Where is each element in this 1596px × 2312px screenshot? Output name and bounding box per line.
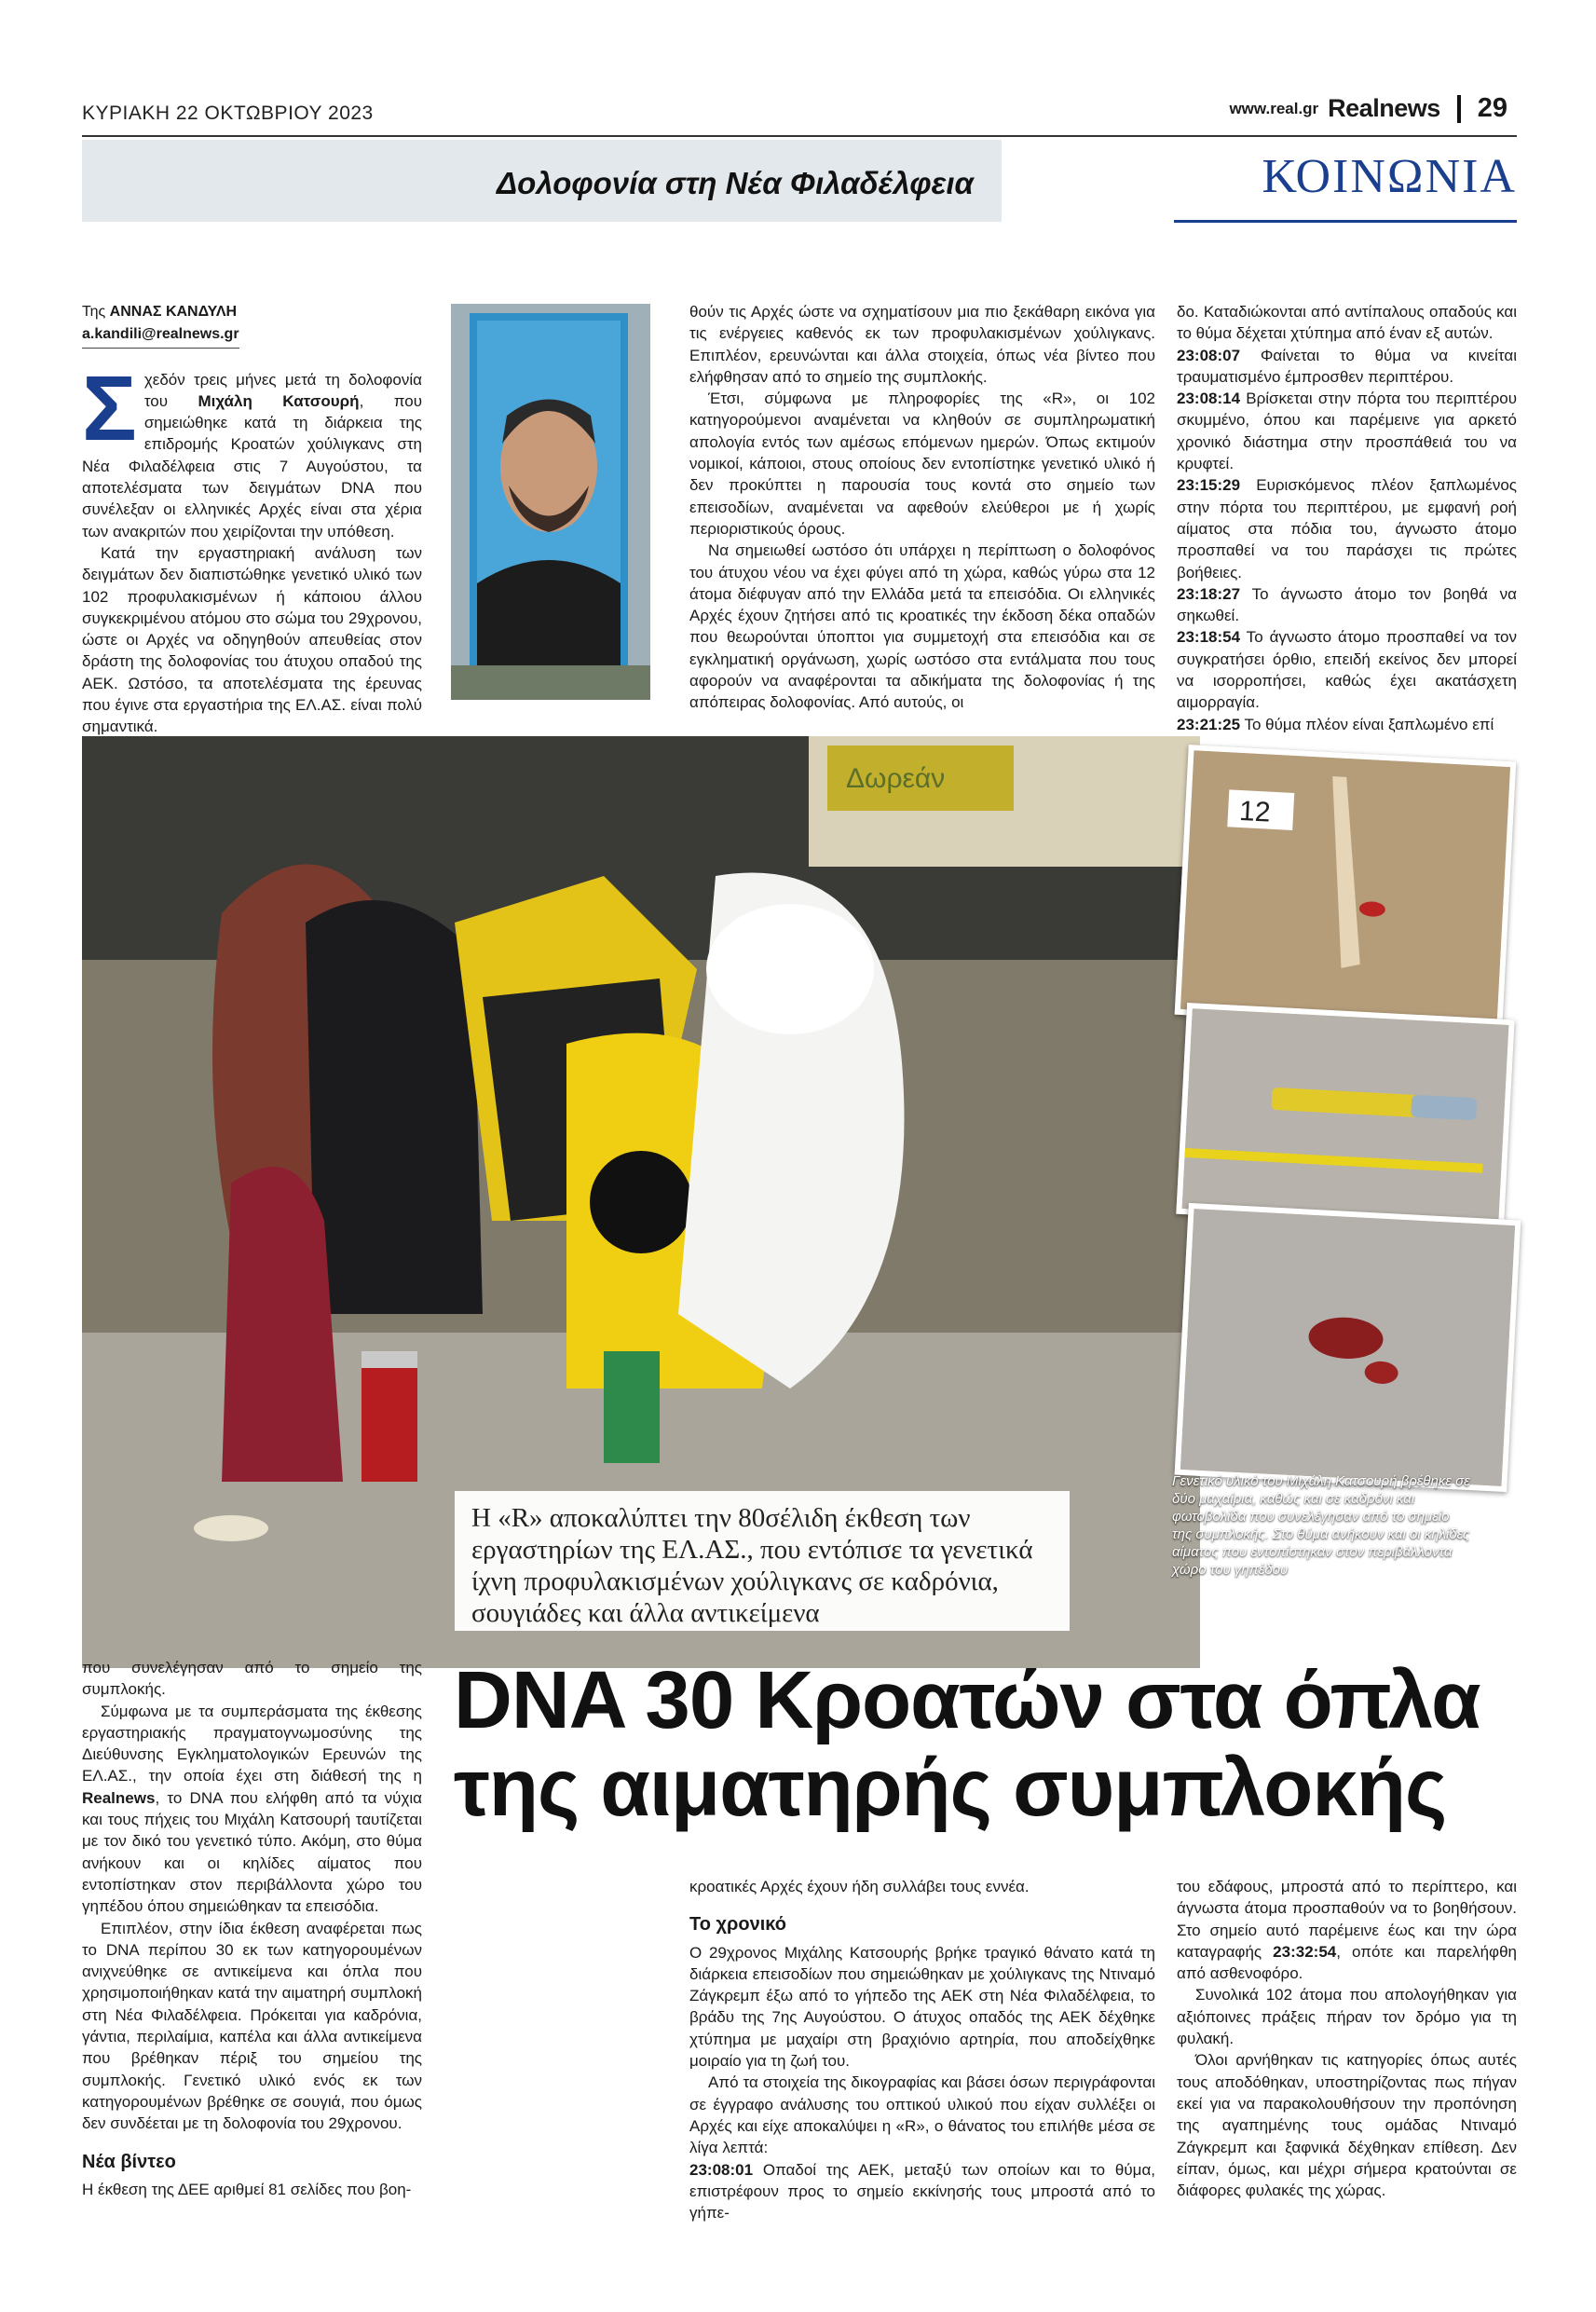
subheading-chronicle: Το χρονικό: [689, 1914, 786, 1936]
byline-prefix: Της: [82, 304, 106, 320]
evidence-marker-12: 12: [1238, 795, 1272, 828]
subheading-new-videos: Νέα βίντεο: [82, 2151, 176, 2172]
masthead-divider: [1457, 95, 1461, 123]
dropcap: Σ: [82, 356, 137, 459]
headline-line-1: DNA 30 Κροατών στα όπλα: [454, 1655, 1480, 1745]
paragraph: που συνελέγησαν από το σημείο της συμπλοκής.: [82, 1659, 422, 1699]
issue-date: ΚΥΡΙΑΚΗ 22 ΟΚΤΩΒΡΙΟΥ 2023: [82, 103, 374, 124]
paragraph: Συνολικά 102 άτομα που απολογήθηκαν για αξιόποινες πράξεις πήραν τον δρόμο για τη φυλακή.: [1177, 1986, 1517, 2048]
paragraph: Να σημειωθεί ωστόσο ότι υπάρχει η περίπτωση ο δολοφόνος του άτυχου νέου να έχει φύγει από τη χώρα, καθώς γύρω στα 12 άτομα διέφυγαν από την Ελλάδα μετά τα επεισόδια. Οι ελληνικές Αρχές έχουν ζητήσει από τις κροατικές την έκδοση δέκα οπαδών που θεωρούνται ύποπτοι για συμμετοχή στα επεισόδια και σε εγκληματική οργάνωση, χωρίς ωστόσο στα εντάλματα που τους αφορούν να αναφέρονται τα αδικήματα της δολοφονίας ή της απόπειρας δολοφονίας. Από αυτούς, οι: [689, 541, 1155, 712]
realnews-logo: Realnews: [1328, 94, 1440, 122]
paragraph: Ο 29χρονος Μιχάλης Κατσουρής βρήκε τραγικό θάνατο κατά τη διάρκεια επεισοδίων που σημειώθηκαν με χούλιγκανς της Ντιναμό Ζάγκρεμπ έξω από το γήπεδο της ΑΕΚ στη Νέα Φιλαδέλφεια, το βράδυ της 7ης Αυγούστου. Ο άτυχος οπαδός της ΑΕΚ δέχθηκε χτύπημα με μαχαίρι στη βραχιόνιο αρτηρία, που αποδείχθηκε μοιραίο για τη ζωή του.: [689, 1943, 1155, 2071]
paragraph: Έτσι, σύμφωνα με πληροφορίες της «R», οι 102 κατηγορούμενοι αναμένεται να κληθούν σε συμπληρωματική απολογία εντός των αμέσως επόμενων ημερών. Όπως εκτιμούν νομικοί, κάποιοι, στους οποίους δεν εντοπίστηκε γενετικό υλικό ή δεν προκύπτει η παρουσία τους κοντά στο σημείο των επεισοδίων, αναμένεται να αφεθούν ελεύθεροι με ή χωρίς περιοριστικούς όρους.: [689, 390, 1155, 538]
paragraph: Κατά την εργαστηριακή ανάλυση των δειγμάτων δεν διαπιστώθηκε γενετικό υλικό των 102 προφυλακισμένων ή κάποιου άλλου συγκεκριμένου ατόμου στο σώμα του 29χρονου, ώστε οι Αρχές να οδηγηθούν απευθείας στον δράστη της δολοφονίας του άτυχου οπαδού της ΑΕΚ. Ωστόσο, τα αποτελέσματα της έρευνας που έγινε στα εργαστήρια της ΕΛ.ΑΣ. είναι πολύ σημαντικά.: [82, 543, 422, 736]
timeline-entry: 23:21:25 Το θύμα πλέον είναι ξαπλωμένο επί: [1177, 715, 1494, 733]
timeline-entry: 23:18:54 Το άγνωστο άτομο προσπαθεί να τον συγκρατήσει όρθιο, επειδή εκείνος δεν μπορεί να ισορροπήσει, καθώς έχει ακατάσχετη αιμορραγία.: [1177, 628, 1517, 712]
category-label: ΚΟΙΝΩΝΙΑ: [1262, 150, 1517, 203]
category-rule: [1174, 220, 1517, 223]
paragraph: Επιπλέον, στην ίδια έκθεση αναφέρεται πως το DNA περίπου 30 εκ των κατηγορουμένων ανιχνεύθηκε σε αντικείμενα και όπλα που χρησιμοποιήθηκαν κατά την αιματηρή συμπλοκή στη Νέα Φιλαδέλφεια. Πρόκειται για καδρόνια, γάντια, περιλαίμια, καπέλα και άλλα αντικείμενα που βρέθηκαν πέριξ του σημείου της συμπλοκής. Γενετικό υλικό ενός εκ των κατηγορουμένων βρέθηκε σε σουγιά, που όμως δεν συνδέεται με τη δολοφονία του 29χρονου.: [82, 1919, 422, 2133]
article-column-1-bottom: [82, 1657, 422, 2200]
timeline-entry: 23:08:14 Βρίσκεται στην πόρτα του περιπτέρου σκυμμένο, όπου και παρέμεινε για αρκετό χρονικό διάστημα στην προσπάθειά του να κρυφτεί.: [1177, 390, 1517, 473]
paragraph: θούν τις Αρχές ώστε να σχηματίσουν μια πιο ξεκάθαρη εικόνα για τις ενέργειες καθενός εκ των προφυλακισμένων χούλιγκανς. Επιπλέον, ερευνώνται και άλλα στοιχεία, όπως νέα βίντεο που ελήφθησαν από το σημείο της συμπλοκής.: [689, 303, 1155, 386]
paragraph: κροατικές Αρχές έχουν ήδη συλλάβει τους εννέα.: [689, 1878, 1030, 1895]
byline: [82, 301, 422, 322]
timeline-entry: 23:08:07 Φαίνεται το θύμα να κινείται τραυματισμένο έμπροσθεν περιπτέρου.: [1177, 346, 1517, 386]
author-email[interactable]: a.kandili@realnews.gr: [82, 323, 239, 348]
paragraph: δο. Καταδιώκονται από αντίπαλους οπαδούς και το θύμα δέχεται χτύπημα από έναν εξ αυτών.: [1177, 303, 1517, 343]
paragraph: Από τα στοιχεία της δικογραφίας και βάσει όσων περιγράφονται σε έγγραφο ανάλυσης του οπτικού υλικού που είχαν συλλέξει οι Αρχές και είχε αποκαλύψει η «R», ο θάνατος του επιλήθε μέσα σε λίγα λεπτά:: [689, 2073, 1155, 2157]
article-column-2-top: [689, 301, 1155, 714]
pull-quote: Η «R» αποκαλύπτει την 80σέλιδη έκθεση των εργαστηρίων της ΕΛ.ΑΣ., που εντόπισε τα γενετικά ίχνη προφυλακισμένων χούλιγκανς σε καδρόνια, σουγιάδες και άλλα αντικείμενα: [455, 1491, 1070, 1631]
article-column-3-top: [1177, 301, 1517, 735]
timeline-entry: 23:08:01 Οπαδοί της ΑΕΚ, μεταξύ των οποίων και το θύμα, επιστρέφουν προς το σημείο εκκίνησής τους μπροστά από το γήπε-: [689, 2160, 1155, 2223]
masthead: [1229, 93, 1507, 124]
article-column-3-bottom: [1177, 1876, 1517, 2201]
victim-portrait-photo: [451, 304, 650, 700]
photo-caption: Γενετικό υλικό του Μιχάλη Κατσουρή βρέθηκε σε δύο μαχαίρια, καθώς και σε καδρόνι και φωτοβολίδα που συνελέγησαν από το σημείο της συμπλοκής. Στο θύμα ανήκουν και οι κηλίδες αίματος που εντοπίστηκαν στον περιβάλλοντα χώρο του γηπέδου: [1172, 1473, 1470, 1578]
timeline-entry: 23:15:29 Ευρισκόμενος πλέον ξαπλωμένος στην πόρτα του περιπτέρου, με εμφανή ροή αίματος στα πόδια του, άγνωστο άτομο προσπαθεί να του παράσχει τις πρώτες βοήθειες.: [1177, 476, 1517, 581]
banner-text: Δωρεάν: [846, 763, 946, 794]
blood-stain-photo: [1175, 1203, 1521, 1492]
timeline-entry: 23:18:27 Το άγνωστο άτομο τον βοηθά να σηκωθεί.: [1177, 584, 1517, 625]
lead-paragraph: Σχεδόν τρεις μήνες μετά τη δολοφονία του Μιχάλη Κατσουρή, που σημειώθηκε κατά τη διάρκεια της επιδρομής Κροατών χούλιγκανς στη Νέα Φιλαδέλφεια στις 7 Αυγούστου, τα αποτελέσματα των δειγμάτων DNA που συνέλεξαν οι ελληνικές Αρχές είναι στα χέρια των ανακριτών που χειρίζονται την υπόθεση.: [82, 356, 422, 540]
headline: [454, 1657, 1525, 1832]
paragraph: Σύμφωνα με τα συμπεράσματα της έκθεσης εργαστηριακής πραγματογνωμοσύνης της Διεύθυνσης Εγκληματολογικών Ερευνών της ΕΛ.ΑΣ., την οποία έχει στη διάθεσή της η Realnews, το DNA που ελήφθη από τα νύχια και τους πήχεις του Μιχάλη Κατσουρή ταυτίζεται με τον δικό του γενετικό τύπο. Ακόμη, στο θύμα ανήκουν και οι κηλίδες αίματος που εντοπίστηκαν στον περιβάλλοντα χώρο του γηπέδου όπου σημειώθηκαν τα επεισόδια.: [82, 1702, 422, 1916]
paragraph: Όλοι αρνήθηκαν τις κατηγορίες όπως αυτές τους αποδόθηκαν, υποστηρίζοντας πως πήγαν εκεί για να παρακολουθήσουν την προπόνηση της αγαπημένης τους ομάδας Ντιναμό Ζάγκρεμπ και ξαφνικά δέχθηκαν επίθεση. Δεν είπαν, όμως, και μέχρι σήμερα κρατούνται σε διάφορες φυλακές της χώρας.: [1177, 2051, 1517, 2200]
evidence-photo-knife: [1175, 745, 1517, 1032]
headline-line-2: της αιματηρής συμπλοκής: [454, 1743, 1447, 1833]
evidence-photo-flare: [1176, 1003, 1514, 1231]
paragraph: του εδάφους, μπροστά από το περίπτερο, και άγνωστα άτομα προσπαθούν να το βοηθήσουν. Στο σημείο αυτό παρέμεινε έως και την ώρα καταγραφής 23:32:54, οπότε και παρελήφθη από ασθενοφόρο.: [1177, 1878, 1517, 1983]
section-title: Δολοφονία στη Νέα Φιλαδέλφεια: [497, 166, 974, 200]
header-rule: [82, 135, 1517, 137]
byline-author: ΑΝΝΑΣ ΚΑΝΔΥΛΗ: [109, 304, 238, 320]
page-number: 29: [1477, 93, 1507, 123]
article-column-2-bottom: [689, 1876, 1155, 2223]
site-url[interactable]: www.real.gr: [1229, 99, 1319, 117]
paragraph: Η έκθεση της ΔΕΕ αριθμεί 81 σελίδες που βοη-: [82, 2180, 412, 2198]
section-title-bar: [82, 140, 1002, 222]
